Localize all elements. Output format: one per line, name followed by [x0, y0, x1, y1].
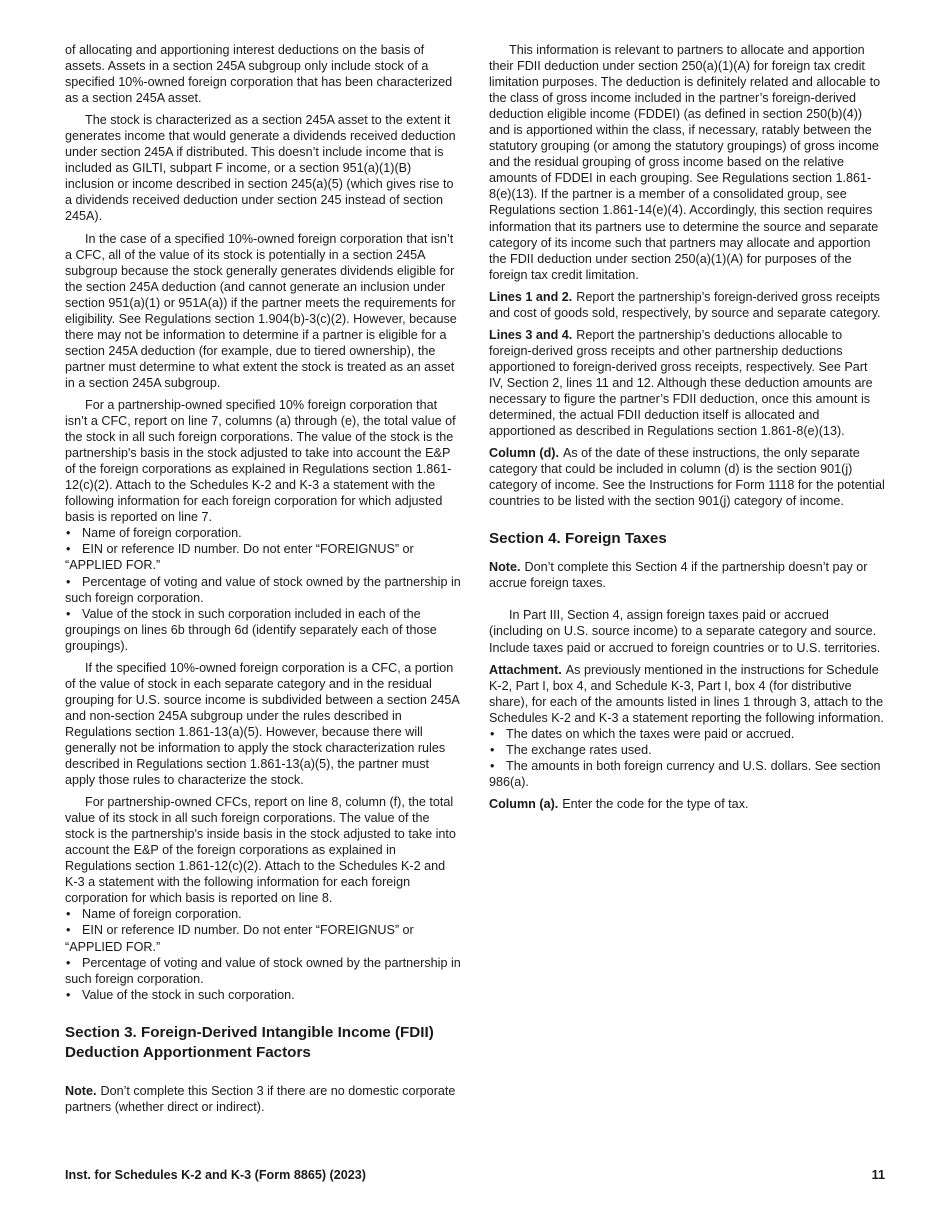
section-3-note	[65, 1083, 461, 1115]
paragraph: The stock is characterized as a section 245A asset to the extent it generates income that would generate a dividends received deduction under section 245A if distributed. This doesn’t include income that is included as GILTI, subpart F income, or a section 951(a)(1)(B) inclusion or income described in section 245(a)(5) (which gives rise to a dividends received deduction under section 245 instead of section 245A).	[65, 113, 456, 224]
paragraph: If the specified 10%-owned foreign corporation is a CFC, a portion of the value of stock in each separate category and in the residual grouping for U.S. source income is subdivided between a section 245A and non-section 245A subgroup under the rules described in Regulations section 1.861-13(a)(5). However, because there will generally not be information to apply the stock characterization rules described in Regulations section 1.861-13(a)(5), the partner must apply those rules to characterize the stock.	[65, 660, 460, 788]
paragraph: This information is relevant to partners to allocate and apportion their FDII deduction under section 250(a)(1)(A) for foreign tax credit limitation purposes. The deduction is definitely related and allocable to the class of gross income included in the partner’s foreign-derived deduction eligible income (FDDEI) (as defined in section 250(b)(4)) and is apportioned within the class, if necessary, ratably between the statutory grouping (or among the statutory groupings) of gross income and the residual grouping of gross income based on the relative amounts of FDDEI in each grouping. See Regulations section 1.861-8(e)(13). If the partner is a member of a consolidated group, see Regulations section 1.861-14(e)(4). Accordingly, this section requires information that its partners use to determine the source and separate category of its income such that partners may allocate and apportion the FDII deduction under section 250(a)(1)(A) for purposes of the foreign tax credit limitation.	[489, 43, 881, 282]
bullet-list	[65, 525, 461, 653]
bullet-item: • Percentage of voting and value of stock owned by the partnership in such foreign corporation.	[65, 574, 461, 606]
bullet-list	[489, 726, 885, 790]
bullet-item: • Name of foreign corporation.	[65, 906, 461, 922]
bullet-item: • Name of foreign corporation.	[65, 525, 461, 541]
page-footer	[65, 1168, 885, 1182]
left-column	[65, 42, 461, 1121]
paragraph: of allocating and apportioning interest deductions on the basis of assets. Assets in a section 245A subgroup only include stock of a specified 10%-owned foreign corporation that has been characterized as a section 245A asset.	[65, 43, 453, 106]
bullet-list	[65, 906, 461, 1002]
page-number: 11	[871, 1168, 885, 1182]
section-4-note	[489, 559, 885, 591]
lines-3-4-paragraph: Lines 3 and 4. Report the partnership’s deductions allocable to foreign-derived gross receipts and other partnership deductions apportioned to foreign-derived gross receipts, respectively. See Part IV, Section 2, lines 11 and 12. Although these deduction amounts are necessary to figure the partner’s FDII deduction, once this amount is determined, the actual FDII deduction itself is allocated and apportioned as described in Regulations section 1.861-8(e)(13).	[489, 327, 873, 439]
paragraph: For a partnership-owned specified 10% foreign corporation that isn’t a CFC, report on line 7, columns (a) through (e), the total value of the stock in all such foreign corporations. The value of the stock is the partnership's basis in the stock adjusted to take into account the E&P of the foreign corporations as explained in Regulations section 1.861-12(c)(2). Attach to the Schedules K-2 and K-3 a statement with the following information for each foreign corporation for which adjusted basis is reported on line 7.	[65, 397, 456, 525]
column-d-paragraph: Column (d). As of the date of these instructions, the only separate category that could be included in column (d) is the section 901(j) category of income. See the Instructions for Form 1118 for the potential countries to be listed with the section 901(j) category of income.	[489, 446, 885, 509]
bullet-item: • EIN or reference ID number. Do not enter “FOREIGNUS” or “APPLIED FOR.”	[65, 541, 461, 573]
section-3-heading: Section 3. Foreign-Derived Intangible Income (FDII) Deduction Apportionment Factors	[65, 1023, 434, 1061]
attachment-paragraph: Attachment. As previously mentioned in the instructions for Schedule K-2, Part I, box 4, and Schedule K-3, Part I, box 4 (for distributive share), for each of the amounts listed in lines 1 through 3, attach to the Schedules K-2 and K-3 a statement reporting the following information.	[489, 662, 884, 725]
note-label: Note.	[65, 1083, 97, 1098]
paragraph: For partnership-owned CFCs, report on line 8, column (f), the total value of its stock in all such foreign corporations. The value of the stock is the partnership's inside basis in the stock adjusted to take into account the E&P of the foreign corporations as explained in Regulations section 1.861-12(c)(2). Attach to the Schedules K-2 and K-3 a statement with the following information for each foreign corporation for which basis is reported on line 8.	[65, 795, 456, 906]
paragraph: In Part III, Section 4, assign foreign taxes paid or accrued (including on U.S. source income) to a separate category and source. Include taxes paid or accrued to foreign countries or to U.S. territories.	[489, 608, 881, 655]
bullet-item: • The dates on which the taxes were paid or accrued.	[489, 726, 885, 742]
note-text: Don’t complete this Section 3 if there are no domestic corporate partners (whether direct or indirect).	[65, 1083, 456, 1114]
bullet-item: • Value of the stock in such corporation.	[65, 987, 461, 1003]
column-a-paragraph: Column (a). Enter the code for the type of tax.	[489, 796, 749, 811]
column-d-label: Column (d).	[489, 446, 559, 461]
note-text: Don’t complete this Section 4 if the partnership doesn’t pay or accrue foreign taxes.	[489, 560, 868, 591]
column-a-label: Column (a).	[489, 796, 559, 811]
bullet-item: • The exchange rates used.	[489, 742, 885, 758]
bullet-item: • Value of the stock in such corporation included in each of the groupings on lines 6b through 6d (identify separately each of those groupings).	[65, 606, 461, 654]
paragraph: In the case of a specified 10%-owned foreign corporation that isn’t a CFC, all of the value of its stock is potentially in a section 245A subgroup because the stock generally generates dividends eligible for the section 245A deduction (and cannot generate an inclusion under section 951(a)(1) or 951A(a)) if the partner meets the requirements for eligibility. See Regulations section 1.904(b)-3(c)(2). However, because there may not be information to determine if a partner is eligible for a section 245A deduction (for example, due to tiered ownership), the partner must determine to what extent the stock is treated as an asset in a section 245A subgroup.	[65, 231, 457, 390]
bullet-item: • EIN or reference ID number. Do not enter “FOREIGNUS” or “APPLIED FOR.”	[65, 922, 461, 954]
lines-1-2-label: Lines 1 and 2.	[489, 289, 573, 304]
attachment-label: Attachment.	[489, 662, 562, 677]
note-label: Note.	[489, 560, 521, 575]
right-column	[489, 42, 885, 818]
bullet-item: • Percentage of voting and value of stock owned by the partnership in such foreign corporation.	[65, 955, 461, 987]
section-4-heading: Section 4. Foreign Taxes	[489, 530, 667, 548]
lines-3-4-label: Lines 3 and 4.	[489, 327, 573, 342]
footer-title: Inst. for Schedules K-2 and K-3 (Form 8865) (2023)	[65, 1168, 366, 1182]
bullet-item: • The amounts in both foreign currency and U.S. dollars. See section 986(a).	[489, 758, 885, 790]
lines-1-2-paragraph: Lines 1 and 2. Report the partnership’s foreign-derived gross receipts and cost of goods sold, respectively, by source and separate category.	[489, 289, 881, 320]
